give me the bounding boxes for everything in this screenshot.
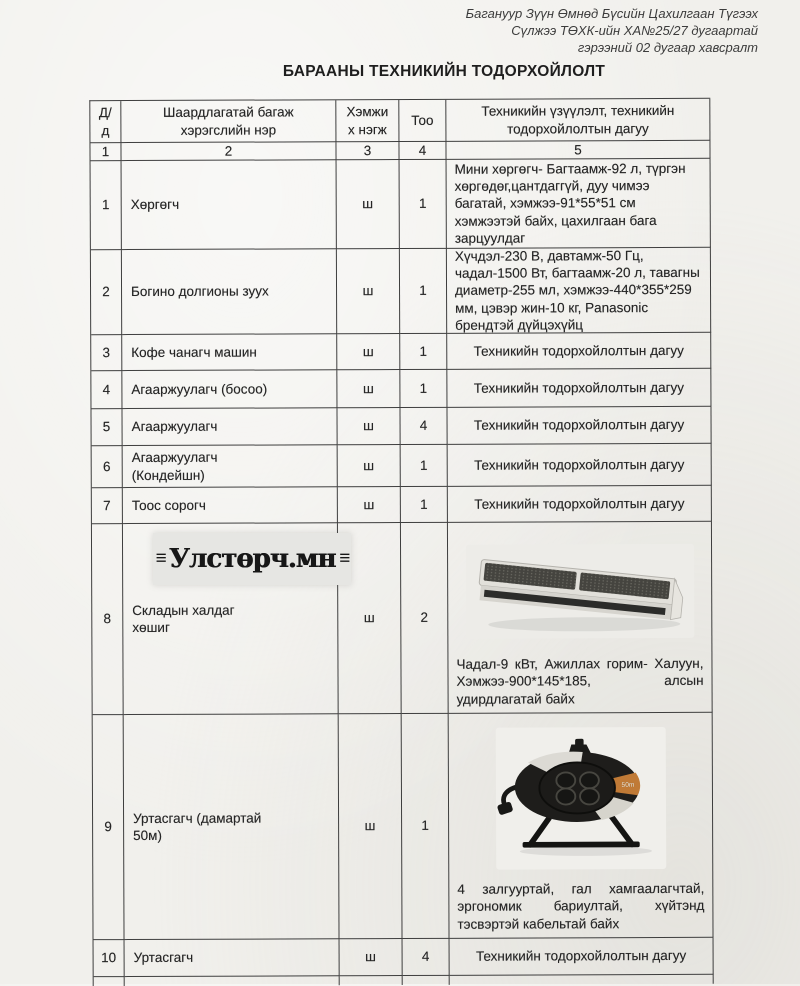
qty-cell: 1 [402,714,450,939]
spec-cell [450,975,714,985]
unit-cell: ш [337,334,400,370]
item-name-cell: Богино долгионы зуух [122,249,337,335]
unit-cell: ш [338,487,401,523]
unit-cell: ш [338,445,401,487]
spec-cell: Техникийн тодорхойлолтын дагуу [447,333,711,370]
table-row [92,444,712,488]
row-number-cell: 4 [91,371,122,409]
table-row [91,159,711,250]
col-num-5: 5 [446,141,710,160]
qty-cell: 1 [400,249,447,334]
unit-cell: ш [338,523,402,714]
qty-cell: 1 [400,160,447,249]
row-number-cell: 7 [92,488,123,524]
unit-cell: ш [337,249,400,334]
reel-length-badge: 50m [621,781,634,789]
col-header-spec: Техникийн үзүүлэлт, техникийн тодорхойлолтын дагуу [446,99,710,142]
table-row [91,369,711,409]
column-number-row [90,141,710,161]
document-header [328,5,758,56]
header-line-3: гэрээний 02 дугаар хавсралт [577,40,758,55]
table-row [91,333,711,371]
spec-cell: Хүчдэл-230 В, давтамж-50 Гц, чадал-1500 Вт, багтаамж-20 л, тавагны диаметр-255 мл, хэмжээ-440*355*259 мм, цэвэр жин-10 кг, Panasonic брендтэй дүйцэхүйц [447,248,711,334]
item-name-cell: Кофе чанагч машин [122,334,337,371]
col-num-1: 1 [90,143,121,161]
table-header-row [90,99,710,143]
col-header-qty: Тоо [399,100,446,142]
row-number-cell: 10 [94,940,125,977]
watermark-text: Улстөрч.мн [168,544,336,574]
table-row [92,486,712,524]
item-name-cell: Уртасгагч [125,939,340,977]
item-name-cell: Агааржуулагч [122,408,337,446]
table-row [93,713,714,940]
spec-cell [449,713,714,939]
col-num-2: 2 [121,142,336,161]
spec-text: Чадал-9 кВт, Ажиллах горим- Халуун, Хэмжээ-900*145*185, алсын удирдлагатай байх [456,656,704,707]
air-curtain-illustration [466,544,694,639]
watermark-right-wing-icon: ≡ [339,548,349,569]
unit-cell: ш [339,714,403,939]
unit-cell: ш [337,370,400,408]
cable-reel-photo [457,713,705,870]
cable-reel-illustration [495,727,666,870]
spec-cell: Техникийн тодорхойлолтын дагуу [450,938,714,976]
col-header-item-name: Шаардлагатай багаж хэрэгслийн нэр [121,100,336,143]
qty-cell: 4 [403,939,450,976]
col-num-4: 4 [399,142,446,160]
watermark-logo [153,533,351,585]
row-number-cell: 5 [91,409,122,446]
header-line-1: Багануур Зүүн Өмнөд Бүсийн Цахилгаан Түгээх [465,6,758,21]
col-header-unit: Хэмжи х нэгж [336,100,399,142]
spec-cell [448,522,713,714]
air-curtain-photo [456,522,703,639]
unit-cell: ш [340,939,403,976]
table-row [91,248,711,335]
item-name-cell: Агааржуулагч (Кондейшн) [123,445,338,488]
item-name-cell [125,976,340,986]
table-row [91,407,711,446]
spec-cell: Техникийн тодорхойлолтын дагуу [447,407,711,445]
qty-cell: 1 [400,334,447,370]
spec-cell: Техникийн тодорхойлолтын дагуу [447,369,711,408]
row-number-cell [94,977,125,986]
unit-cell: ш [337,408,400,445]
header-line-2: Сүлжээ ТӨХК-ийн ХА№25/27 дугаартай [511,23,758,38]
table-row-partial [94,975,714,986]
item-name-cell: Агааржуулагч (босоо) [122,370,337,409]
unit-cell: ш [337,160,400,249]
page-title: БАРААНЫ ТЕХНИКИЙН ТОДОРХОЙЛОЛТ [282,63,606,80]
qty-cell: 1 [401,445,448,487]
spec-cell: Техникийн тодорхойлолтын дагуу [448,486,712,523]
row-number-cell: 2 [91,250,122,335]
watermark-left-wing-icon: ≡ [155,548,165,569]
spec-text: 4 залгууртай, гал хамгаалагчтай, эргономик бариултай, хүйтэнд тэсвэртэй кабельтай байх [457,881,705,932]
row-number-cell: 9 [93,715,125,940]
qty-cell: 1 [401,487,448,523]
spec-cell: Техникийн тодорхойлолтын дагуу [448,444,712,487]
col-num-3: 3 [336,142,399,160]
qty-cell: 2 [401,523,449,714]
item-name-cell: Уртасгагч (дамартай 50м) [124,714,340,940]
item-name-cell: Тоос сорогч [123,487,338,524]
spec-cell: Мини хөргөгч- Багтаамж-92 л, түргэн хөргөдөг,цантдаггүй, дуу чимээ багатай, хэмжээ-91*55*51 см хэмжээтэй байх, цахилгаан бага зарцуулдаг [447,159,711,249]
row-number-cell: 1 [91,161,122,250]
qty-cell: 4 [400,408,447,445]
col-header-dd: Д/ д [90,101,121,143]
row-number-cell: 8 [92,524,124,715]
table-row [94,938,714,977]
item-name-cell: Складын халдаг хөшиг [123,523,339,715]
qty-cell: 1 [400,370,447,408]
row-number-cell: 6 [92,446,123,488]
row-number-cell: 3 [91,335,122,371]
item-name-cell: Хөргөгч [122,160,337,250]
